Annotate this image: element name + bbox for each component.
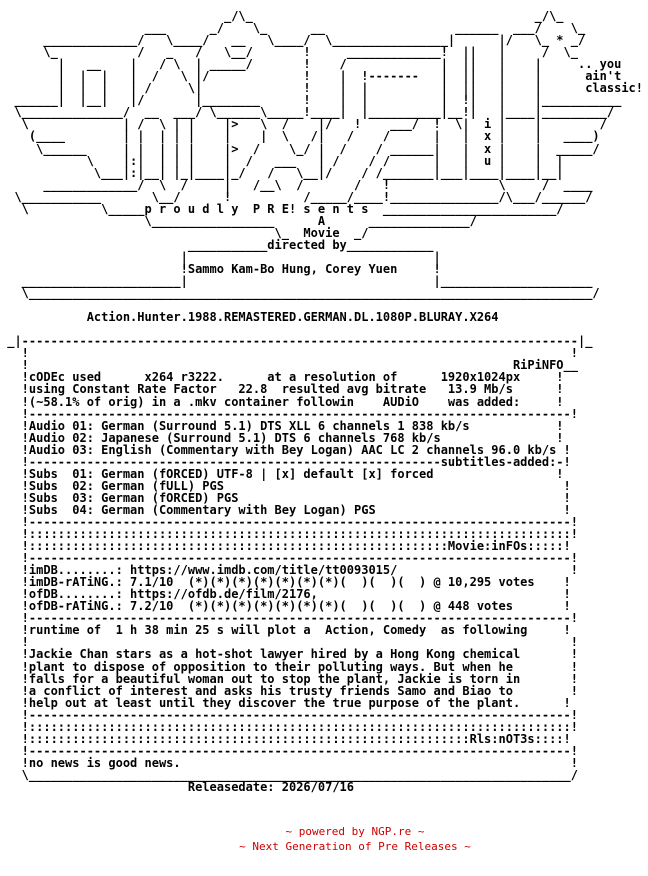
footer-powered-by-link[interactable]: ~ powered by NGP.re ~ bbox=[285, 825, 425, 838]
footer-tagline: ~ Next Generation of Pre Releases ~ bbox=[239, 840, 471, 853]
nfo-text: _/\_ _/\_ ___ _/ \_ __ ______ ___/ \_ _____________/ \____/ __ \____/ \________________| |/ \_ * _/ \_ / _ / \__/ ! _____________! || | / \_ | __ | / \ | _____/ ! / | || | | .. you | | | | / \ |/ ! | !------- | || | | ain't | | | | / \| ! | | | || | | classic! ______| |__| |/ |________ ! | | | !| | |___________ \______________/ __ ___/ \______\_____!____| |__________|__!| |____|_________/ \ | / \ | | |> \ / |/ ! ___/ ! \| i | | / (____ | | | | | | | \ /| / / | | x | | ____) \______ | | | | | |> / \_/ | / / ______| | x | | _____/ \ |:| | | | | / ___ | / / / | | u | | | \___|:|__| |_|____|_/ / \__|/ / /_______|___|____|____|__| _____________/ \ / | /__\ / / ! \ / ____ \___________ \__/ ! /_____/____!_______________/\___/______/ \ \_____p r o u d l y P R E! s e n t s ________________________/ \_________________ A ______________/ \_ Movie _/ ___________directed by____________ | | !Sammo Kam-Bo Hung, Corey Yuen ! ______________________| |_____________________ \______________________________________________________________________________/ Action.Hunter.1988.REMASTERED.GERMAN.DL.1080P.BLURAY.X264 _|-----------------------------------------------------------------------------|_ ! ! ! RiPiNFO__ !cODEc used x264 r3222. at a resolution of 1920x1024px ! !using Constant Rate Factor 22.8 resulted avg bitrate 13.9 Mb/s ! !(~58.1% of orig) in a .mkv container followin AUDiO was added: ! !---------------------------------------------------------------------------! !Audio 01: German (Surround 5.1) DTS XLL 6 channels 1 838 kb/s ! !Audio 02: Japanese (Surround 5.1) DTS 6 channels 768 kb/s ! !Audio 03: English (Commentary with Bey Logan) AAC LC 2 channels 96.0 kb/s ! !---------------------------------------------------------subtitles-added:-! !Subs 01: German (fORCED) UTF-8 | [x] default [x] forced ! !Subs 02: German (fULL) PGS ! !Subs 03: German (fORCED) PGS ! !Subs 04: German (Commentary with Bey Logan) PGS ! !---------------------------------------------------------------------------! !:::::::::::::::::::::::::::::::::::::::::::::::::::::::::::::::::::::::::::! !::::::::::::::::::::::::::::::::::::::::::::::::::::::::::Movie:inFOs:::::! !---------------------------------------------------------------------------! !imDB........: https://www.imdb.com/title/tt0093015/ ! !imDB-rATiNG.: 7.1/10 (*)(*)(*)(*)(*)(*)(*)( )( )( ) @ 10,295 votes ! !ofDB........: https://ofdb.de/film/2176, ! !ofDB-rATiNG.: 7.2/10 (*)(*)(*)(*)(*)(*)(*)( )( )( ) @ 448 votes ! !---------------------------------------------------------------------------! !runtime of 1 h 38 min 25 s will plot a Action, Comedy as following ! ! ! !Jackie Chan stars as a hot-shot lawyer hired by a Hong Kong chemical ! !plant to dispose of opposition to their polluting ways. But when he ! !falls for a beautiful woman out to stop the plant, Jackie is torn in ! !a conflict of interest and asks his trusty friends Samo and Biao to ! !help out at least until they discover the true purpose of the plant. ! !---------------------------------------------------------------------------! !:::::::::::::::::::::::::::::::::::::::::::::::::::::::::::::::::::::::::::! !:::::::::::::::::::::::::::::::::::::::::::::::::::::::::::::Rls:nOT3s::::! !---------------------------------------------------------------------------! !no news is good news. ! \___________________________________________________________________________/ Releasedate: 2026/07/16 bbox=[7, 9, 643, 794]
footer bbox=[0, 824, 648, 854]
